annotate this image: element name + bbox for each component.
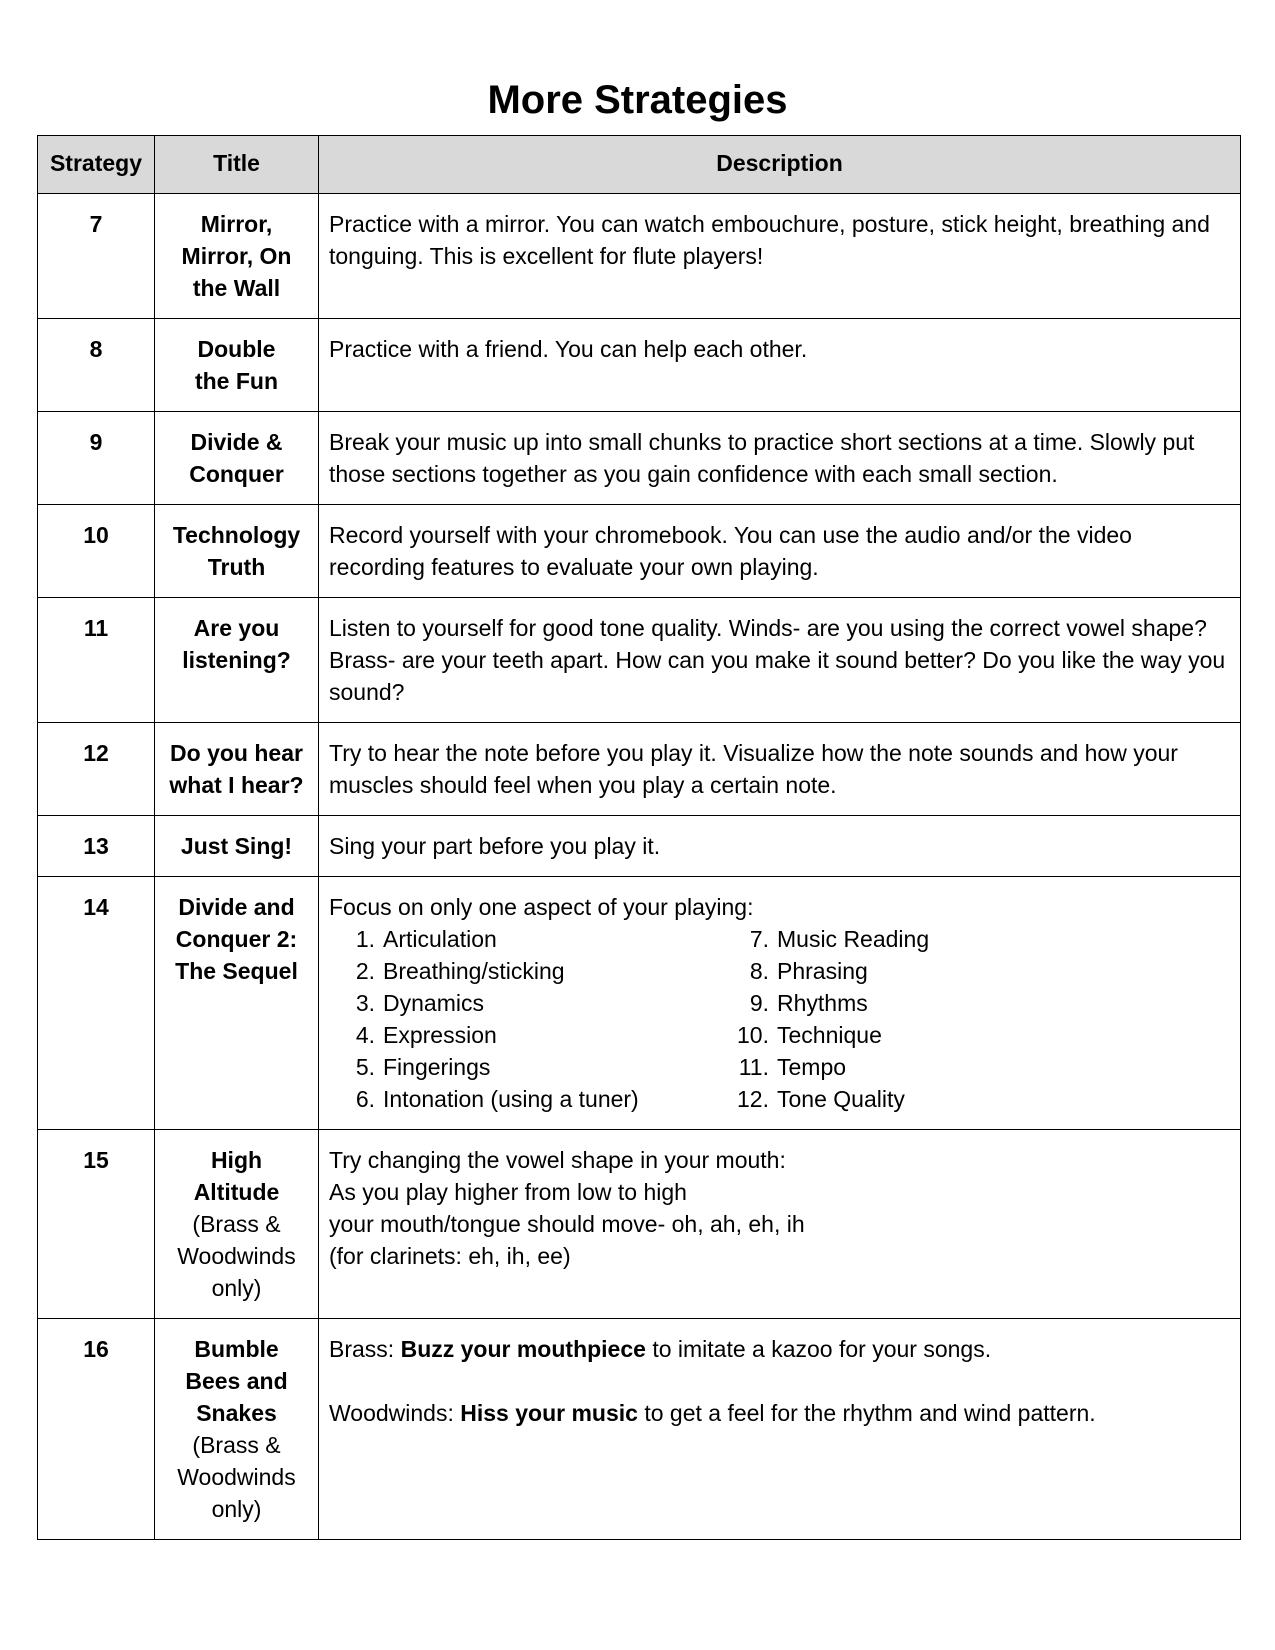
- list-item: 5. Fingerings: [355, 1054, 491, 1080]
- strategy-description: [319, 877, 1241, 1130]
- list-item: 8. Phrasing: [749, 958, 868, 984]
- strategy-title-note: (Brass & Woodwinds only): [177, 1432, 296, 1522]
- table-row: [38, 877, 1241, 1130]
- list-item: 3. Dynamics: [355, 990, 484, 1016]
- strategy-description: Practice with a friend. You can help each other.: [319, 319, 1241, 412]
- strategy-title: [155, 816, 319, 877]
- strategy-title-text: Just Sing!: [180, 833, 293, 859]
- strategies-table: [37, 135, 1241, 1540]
- focus-list: [329, 923, 1230, 1115]
- list-item: 10. Technique: [737, 1022, 882, 1048]
- strategy-title-text: Divide and Conquer 2: The Sequel: [175, 894, 298, 984]
- strategy-number: 15: [38, 1130, 155, 1319]
- strategy-description: Listen to yourself for good tone quality. Winds- are you using the correct vowel shape? Brass- are your teeth apart. How can you make it sound better? Do you like the way you sound?: [319, 598, 1241, 723]
- table-row: [38, 505, 1241, 598]
- strategy-title-text: High Altitude: [193, 1147, 280, 1205]
- strategy-title-note: (Brass & Woodwinds only): [177, 1211, 296, 1301]
- focus-list-left: [329, 923, 723, 1115]
- table-row: [38, 194, 1241, 319]
- description-line: (for clarinets: eh, ih, ee): [329, 1243, 571, 1269]
- list-item: 7. Music Reading: [749, 926, 930, 952]
- strategy-title-text: Mirror, Mirror, On the Wall: [181, 211, 292, 301]
- list-item: 6. Intonation (using a tuner): [355, 1086, 639, 1112]
- strategy-title-text: Double the Fun: [194, 336, 279, 394]
- table-row: [38, 412, 1241, 505]
- strategy-description: Try to hear the note before you play it. Visualize how the note sounds and how your muscles should feel when you play a certain note.: [319, 723, 1241, 816]
- table-row: [38, 1130, 1241, 1319]
- strategy-title: [155, 505, 319, 598]
- page-title: More Strategies: [487, 78, 788, 122]
- list-item: 9. Rhythms: [749, 990, 868, 1016]
- strategy-title: [155, 412, 319, 505]
- header-title: Title: [155, 136, 319, 194]
- strategy-description: Break your music up into small chunks to practice short sections at a time. Slowly put those sections together as you gain confidence with each small section.: [319, 412, 1241, 505]
- list-item: 12. Tone Quality: [737, 1086, 905, 1112]
- strategy-title-text: Bumble Bees and Snakes: [185, 1336, 288, 1426]
- list-item: 11. Tempo: [738, 1054, 847, 1080]
- list-item: 1. Articulation: [355, 926, 497, 952]
- strategy-description: [319, 1130, 1241, 1319]
- strategy-title: [155, 723, 319, 816]
- focus-list-right: [723, 923, 1117, 1115]
- table-row: [38, 816, 1241, 877]
- strategy-number: 7: [38, 194, 155, 319]
- description-line: your mouth/tongue should move- oh, ah, eh, ih: [329, 1211, 805, 1237]
- woodwinds-line: Woodwinds: Hiss your music to get a feel for the rhythm and wind pattern.: [329, 1400, 1096, 1426]
- strategy-title: [155, 877, 319, 1130]
- strategy-title: [155, 1130, 319, 1319]
- brass-line: Brass: Buzz your mouthpiece to imitate a kazoo for your songs.: [329, 1336, 992, 1362]
- strategy-title: [155, 319, 319, 412]
- list-item: 2. Breathing/sticking: [355, 958, 565, 984]
- strategy-title: [155, 598, 319, 723]
- strategy-number: 16: [38, 1319, 155, 1540]
- strategy-description: Record yourself with your chromebook. You can use the audio and/or the video recording features to evaluate your own playing.: [319, 505, 1241, 598]
- strategy-title: [155, 1319, 319, 1540]
- table-row: [38, 1319, 1241, 1540]
- table-header-row: [38, 136, 1241, 194]
- strategy-title-text: Technology Truth: [172, 522, 301, 580]
- strategy-number: 14: [38, 877, 155, 1130]
- table-row: [38, 319, 1241, 412]
- strategy-description: Practice with a mirror. You can watch embouchure, posture, stick height, breathing and tonguing. This is excellent for flute players!: [319, 194, 1241, 319]
- focus-intro: Focus on only one aspect of your playing:: [329, 894, 754, 920]
- strategy-title-text: Do you hear what I hear?: [169, 740, 304, 798]
- table-row: [38, 598, 1241, 723]
- list-item: 4. Expression: [355, 1022, 497, 1048]
- header-strategy: Strategy: [38, 136, 155, 194]
- description-line: As you play higher from low to high: [329, 1179, 687, 1205]
- strategy-number: 12: [38, 723, 155, 816]
- strategy-number: 8: [38, 319, 155, 412]
- table-row: [38, 723, 1241, 816]
- strategy-number: 9: [38, 412, 155, 505]
- strategy-title-text: Divide & Conquer: [189, 429, 284, 487]
- strategy-title: [155, 194, 319, 319]
- strategy-description: Sing your part before you play it.: [319, 816, 1241, 877]
- strategy-description: [319, 1319, 1241, 1540]
- strategy-number: 11: [38, 598, 155, 723]
- header-description: Description: [319, 136, 1241, 194]
- strategy-number: 10: [38, 505, 155, 598]
- strategy-title-text: Are you listening?: [182, 615, 291, 673]
- strategy-number: 13: [38, 816, 155, 877]
- description-line: Try changing the vowel shape in your mouth:: [329, 1147, 786, 1173]
